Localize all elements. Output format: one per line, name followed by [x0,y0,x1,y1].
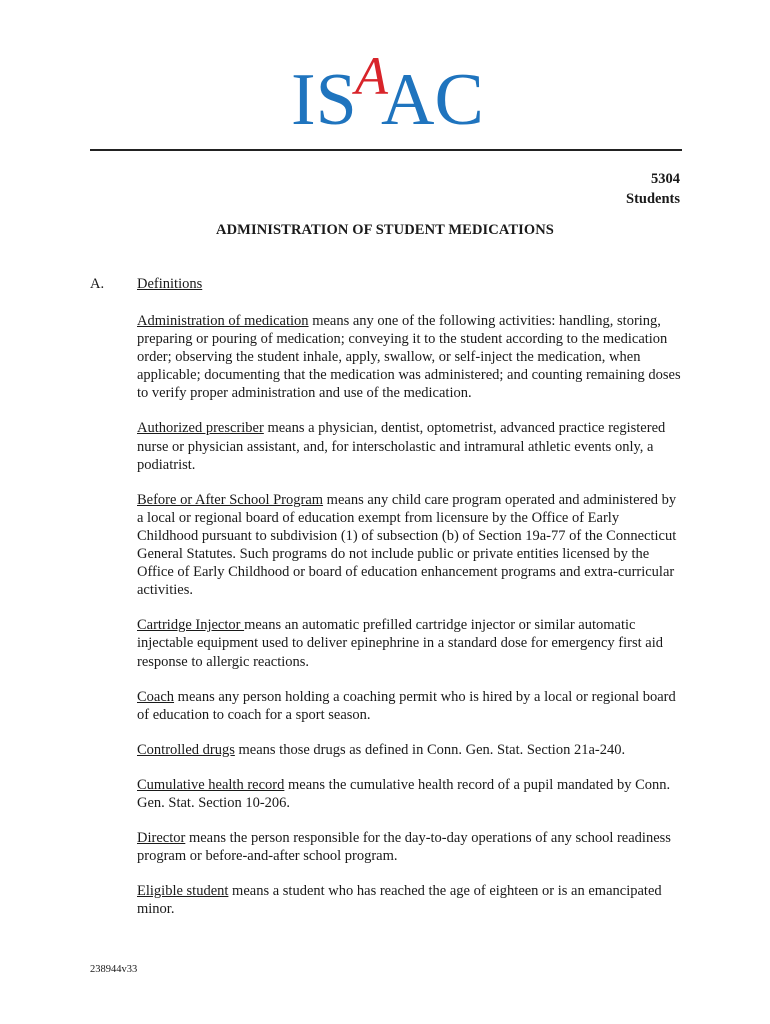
header-divider [90,149,682,151]
definition-item [137,776,683,812]
policy-category: Students [626,191,680,207]
definitions-list [137,312,683,935]
definition-term: Eligible student [137,883,229,900]
definition-item [137,312,683,402]
definition-item [137,829,683,865]
definition-item [137,419,683,473]
isaac-logo [289,44,484,141]
policy-number: 5304 [651,171,680,187]
document-id: 238944v33 [90,964,138,975]
definition-term: Before or After School Program [137,491,324,508]
definition-item [137,741,683,759]
definition-item [137,688,683,724]
logo-text-right: AC [381,59,484,141]
definition-text: means a student who has reached the age of eighteen or is an emancipated minor. [137,883,662,918]
definition-term: Cartridge Injector [137,617,245,634]
definition-text: means a physician, dentist, optometrist, advanced practice registered nurse or physician assistant, and, for interscholastic and intramural athletic events only, a podiatrist. [137,420,666,473]
definition-text: means any child care program operated and administered by a local or regional board of education exempt from licensure by the Office of Early Childhood pursuant to subdivision (1) of subsection (b) of Section 19a-77 of the Connecticut General Statutes. Such programs do not include public or private entities licensed by the Office of Early Childhood or board of education enhancement programs and extra-curricular activities. [137,491,677,599]
definition-text: means any person holding a coaching permit who is hired by a local or regional board of education to coach for a sport season. [137,688,676,723]
definition-text: means an automatic prefilled cartridge injector or similar automatic injectable equipment used to deliver epinephrine in a standard dose for emergency first aid response to allergic reactions. [137,617,663,670]
section-heading: Definitions [137,276,203,292]
definition-item [137,882,683,918]
definition-text: means any one of the following activities: handling, storing, preparing or pouring of medication; conveying it to the student according to the medication order; observing the student inhale, apply, swallow, or self-inject the medication, when applicable; documenting that the medication was administered; and counting remaining doses to verify proper administration and use of the medication. [137,313,681,402]
definition-term: Controlled drugs [137,741,235,758]
logo-text-raised: A [355,46,388,106]
definition-term: Administration of medication [137,313,309,329]
definition-term: Coach [137,688,175,705]
definition-term: Director [137,830,186,847]
section-letter: A. [90,276,105,292]
definition-text: means those drugs as defined in Conn. Gen. Stat. Section 21a-240. [234,741,626,758]
policy-number-block [626,169,680,209]
page-title: ADMINISTRATION OF STUDENT MEDICATIONS [216,222,554,238]
definition-item [137,491,683,600]
definition-term: Authorized prescriber [137,420,264,437]
definition-text: means the person responsible for the day-to-day operations of any school readiness program or before-and-after school program. [137,830,671,865]
definition-term: Cumulative health record [137,776,285,793]
definition-item [137,616,683,670]
logo-text-left: IS [291,59,357,141]
definition-text: means the cumulative health record of a pupil mandated by Conn. Gen. Stat. Section 10-206. [137,776,671,811]
